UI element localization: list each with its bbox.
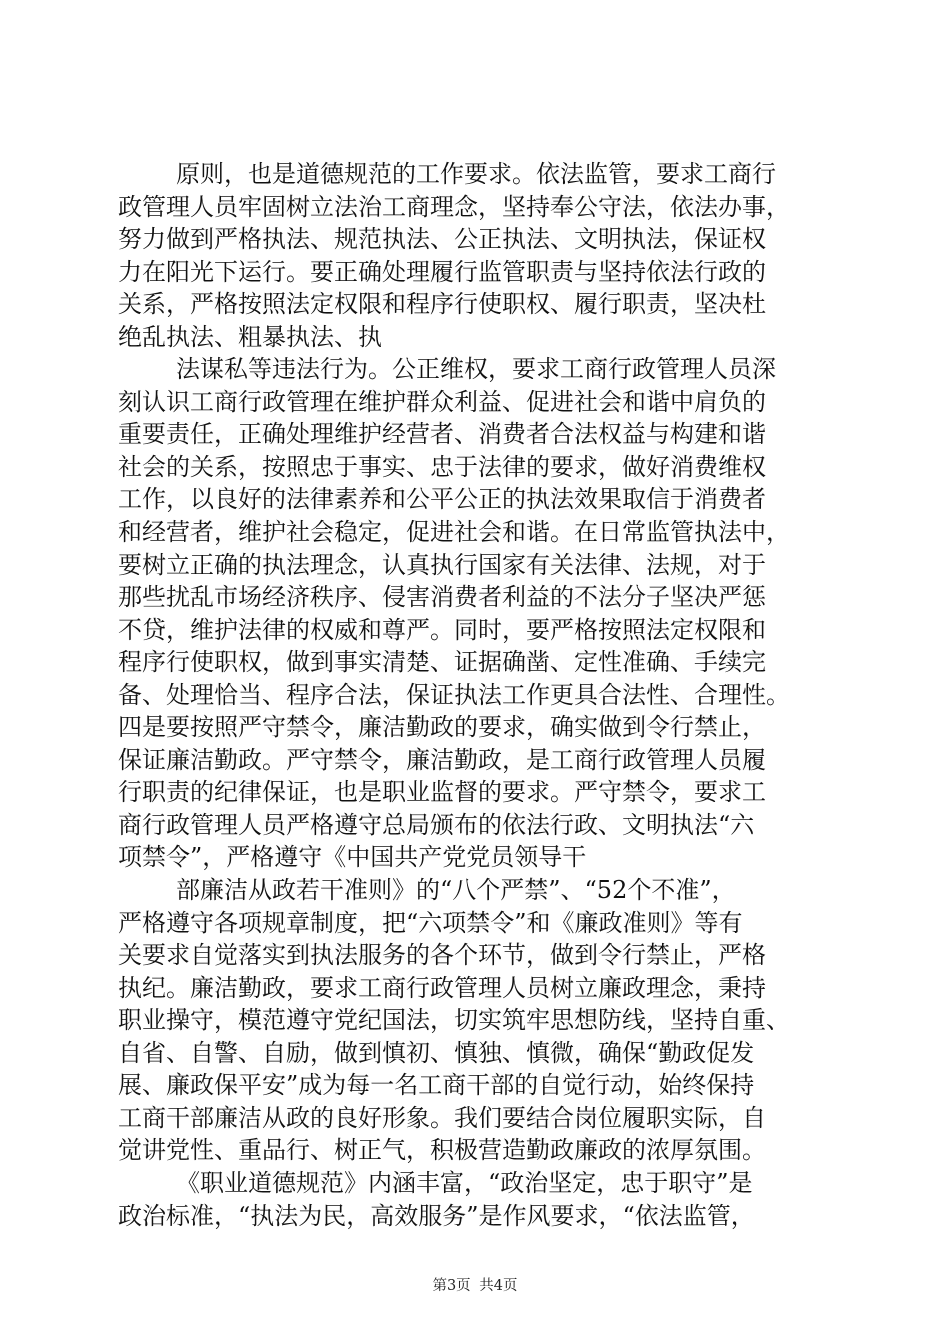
text-line: 工作，以良好的法律素养和公平公正的执法效果取信于消费者 — [118, 485, 766, 514]
page-total: 共4页 — [479, 1278, 518, 1294]
text-line: 四是要按照严守禁令，廉洁勤政的要求，确实做到令行禁止， — [118, 713, 766, 742]
text-line: 要树立正确的执法理念，认真执行国家有关法律、法规，对于 — [118, 550, 766, 579]
text-line: 《职业道德规范》内涵丰富，“政治坚定，忠于职守”是 — [176, 1168, 753, 1197]
text-line: 努力做到严格执法、规范执法、公正执法、文明执法，保证权 — [118, 225, 766, 254]
text-line: 执纪。廉洁勤政，要求工商行政管理人员树立廉政理念，秉持 — [118, 973, 766, 1002]
body-text — [118, 158, 846, 1232]
text-line: 政管理人员牢固树立法治工商理念，坚持奉公守法，依法办事， — [118, 192, 790, 221]
page-footer — [0, 1274, 950, 1295]
text-line: 力在阳光下运行。要正确处理履行监管职责与坚持依法行政的 — [118, 257, 766, 286]
text-line: 不贷，维护法律的权威和尊严。同时，要严格按照法定权限和 — [118, 615, 766, 644]
text-line: 关系，严格按照法定权限和程序行使职权、履行职责，坚决杜 — [118, 290, 766, 319]
text-line: 保证廉洁勤政。严守禁令，廉洁勤政，是工商行政管理人员履 — [118, 745, 766, 774]
text-line: 关要求自觉落实到执法服务的各个环节，做到令行禁止，严格 — [118, 941, 766, 970]
text-line: 商行政管理人员严格遵守总局颁布的依法行政、文明执法“六 — [118, 810, 755, 839]
text-line: 职业操守，模范遵守党纪国法，切实筑牢思想防线，坚持自重、 — [118, 1006, 790, 1035]
text-line: 和经营者，维护社会稳定，促进社会和谐。在日常监管执法中， — [118, 518, 790, 547]
text-line: 刻认识工商行政管理在维护群众利益、促进社会和谐中肩负的 — [118, 387, 766, 416]
text-line: 严格遵守各项规章制度，把“六项禁令”和《廉政准则》等有 — [118, 908, 743, 937]
text-line: 法谋私等违法行为。公正维权，要求工商行政管理人员深 — [176, 355, 776, 384]
text-line: 部廉洁从政若干准则》的“八个严禁”、“52个不准”， — [176, 876, 736, 905]
text-line: 项禁令”，严格遵守《中国共产党党员领导干 — [118, 843, 587, 872]
text-line: 自省、自警、自励，做到慎初、慎独、慎微，确保“勤政促发 — [118, 1038, 755, 1067]
text-line: 重要责任，正确处理维护经营者、消费者合法权益与构建和谐 — [118, 420, 766, 449]
text-line: 备、处理恰当、程序合法，保证执法工作更具合法性、合理性。 — [118, 680, 790, 709]
text-line: 那些扰乱市场经济秩序、侵害消费者利益的不法分子坚决严惩 — [118, 583, 766, 612]
text-line: 原则，也是道德规范的工作要求。依法监管，要求工商行 — [176, 160, 776, 188]
text-line: 工商干部廉洁从政的良好形象。我们要结合岗位履职实际，自 — [118, 1103, 766, 1132]
text-line: 行职责的纪律保证，也是职业监督的要求。严守禁令，要求工 — [118, 778, 766, 807]
text-line: 政治标准，“执法为民，高效服务”是作风要求，“依法监管， — [118, 1201, 755, 1230]
text-line: 社会的关系，按照忠于事实、忠于法律的要求，做好消费维权 — [118, 452, 766, 481]
text-line: 觉讲党性、重品行、树正气，积极营造勤政廉政的浓厚氛围。 — [118, 1136, 766, 1165]
page-number: 第3页 — [432, 1278, 471, 1294]
text-line: 展、廉政保平安”成为每一名工商干部的自觉行动，始终保持 — [118, 1071, 755, 1100]
text-line: 程序行使职权，做到事实清楚、证据确凿、定性准确、手续完 — [118, 648, 766, 677]
text-line: 绝乱执法、粗暴执法、执 — [118, 322, 382, 351]
